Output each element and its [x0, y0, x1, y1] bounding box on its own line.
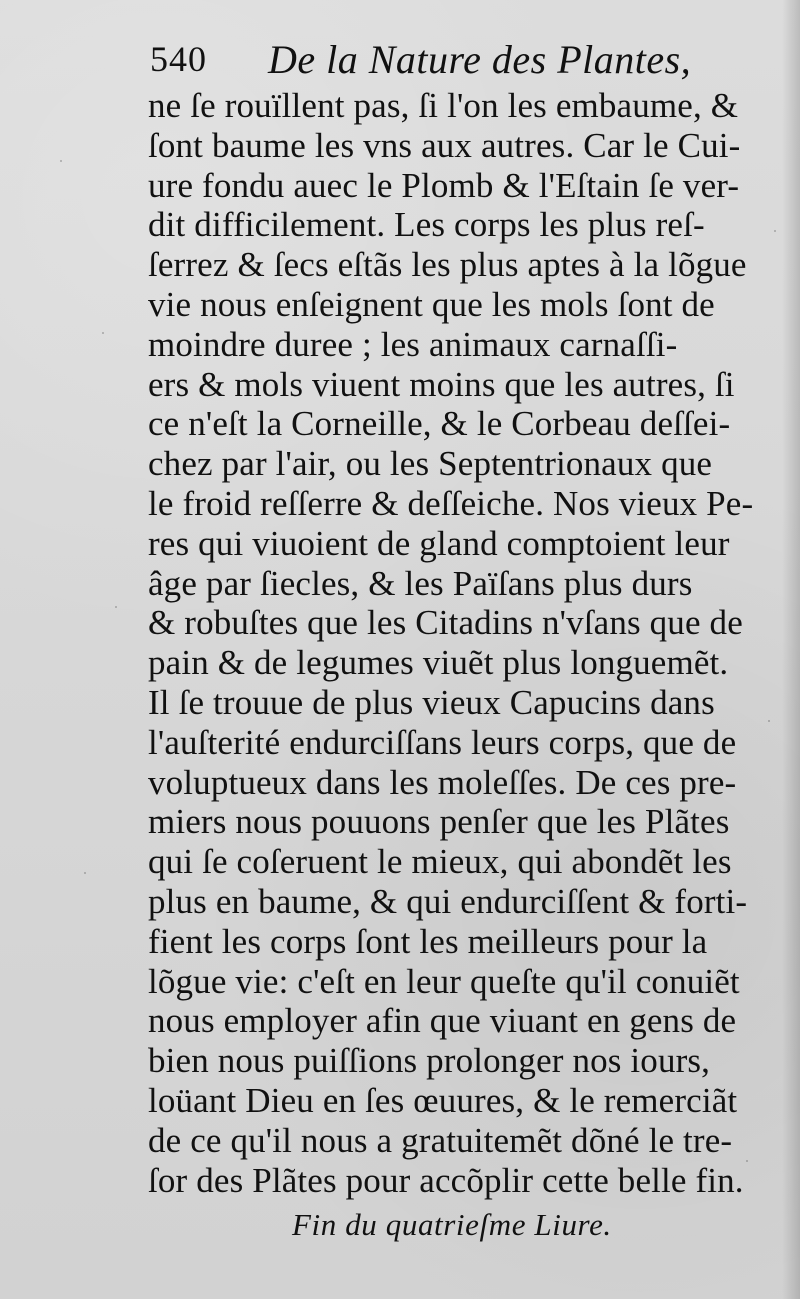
text-line: dit difficilement. Les corps les plus reſ-: [148, 205, 705, 245]
text-line: ſont baume les vns aux autres. Car le Cui-: [148, 125, 741, 165]
text-line: plus en baume, & qui endurciſſent & forti-: [148, 881, 748, 921]
paper-speck: [115, 606, 117, 608]
colophon: Fin du quatrieſme Liure.: [292, 1207, 612, 1242]
text-line: qui ſe coſeruent le mieux, qui abondẽt les: [148, 842, 732, 882]
text-line: ce n'eſt la Corneille, & le Corbeau deſſei-: [148, 404, 731, 444]
paper-speck: [102, 332, 104, 334]
text-line: ſor des Plãtes pour accõplir cette belle fin.: [148, 1160, 744, 1200]
text-line: le froid reſſerre & deſſeiche. Nos vieux Pe-: [148, 483, 754, 523]
text-line: nous employer afin que viuant en gens de: [148, 1001, 737, 1041]
text-line: moindre duree ; les animaux carnaſſi-: [148, 324, 678, 364]
text-line: & robuſtes que les Citadins n'vſans que de: [148, 603, 743, 643]
text-line: âge par ſiecles, & les Païſans plus durs: [148, 563, 693, 603]
text-line: ers & mols viuent moins que les autres, ſi: [148, 364, 735, 404]
text-line: res qui viuoient de gland comptoient leur: [148, 523, 730, 563]
text-line: bien nous puiſſions prolonger nos iours,: [148, 1041, 711, 1081]
text-line: Il ſe trouue de plus vieux Capucins dans: [148, 682, 715, 722]
text-line: de ce qu'il nous a gratuitemẽt dõné le tre-: [148, 1120, 733, 1160]
text-line: l'auſterité endurciſſans leurs corps, que de: [148, 722, 737, 762]
page-edge-shadow: [782, 0, 800, 1299]
text-line: fient les corps ſont les meilleurs pour la: [148, 921, 708, 961]
page-number: 540: [150, 39, 207, 79]
text-line: chez par l'air, ou les Septentrionaux que: [148, 444, 713, 484]
text-line: ſerrez & ſecs eſtãs les plus aptes à la lõgue: [148, 245, 747, 285]
page-header: [150, 34, 720, 94]
text-line: lõgue vie: c'eſt en leur queſte qu'il conuiẽt: [148, 961, 740, 1001]
paper-speck: [768, 720, 770, 722]
text-line: vie nous enſeignent que les mols ſont de: [148, 284, 715, 324]
text-line: voluptueux dans les moleſſes. De ces pre-: [148, 762, 737, 802]
text-line: ne ſe rouïllent pas, ſi l'on les embaume, &: [148, 86, 739, 125]
body-text: [148, 86, 754, 1200]
text-line: pain & de legumes viuẽt plus longuemẽt.: [148, 643, 729, 683]
running-head: De la Nature des Plantes,: [268, 37, 692, 82]
paper-speck: [746, 1160, 748, 1162]
paper-speck: [60, 160, 62, 162]
text-line: miers nous pouuons penſer que les Plãtes: [148, 802, 730, 842]
text-line: ure fondu auec le Plomb & l'Eſtain ſe ver-: [148, 165, 740, 205]
text-line: loüant Dieu en ſes œuures, & le remerciãt: [148, 1080, 738, 1120]
paper-speck: [84, 872, 86, 874]
paper-speck: [774, 230, 776, 232]
